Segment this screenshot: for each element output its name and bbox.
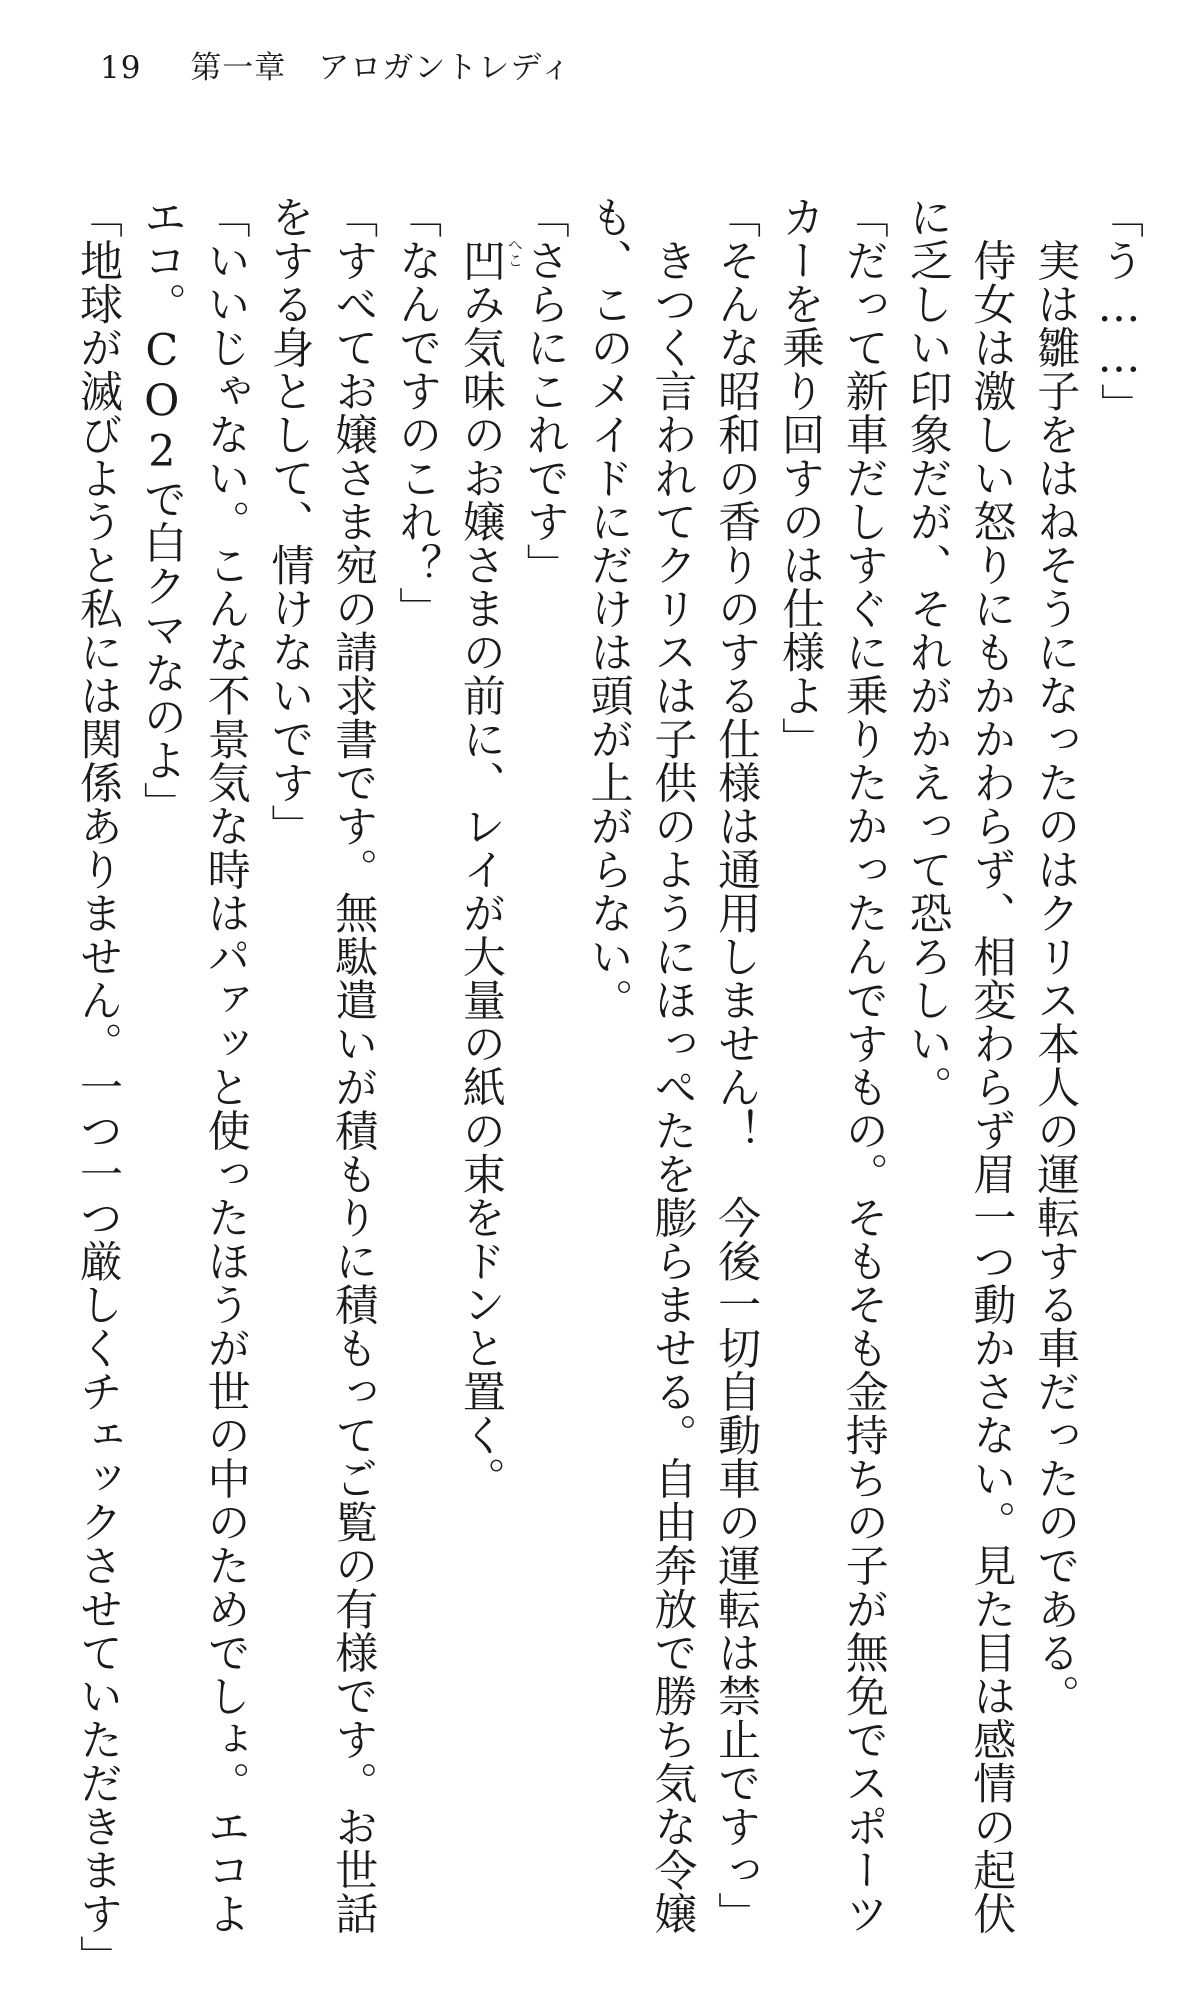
text-line: 「う……」 <box>1094 195 1144 427</box>
text-line: エコ。CO2で白クマなのよ」 <box>136 195 187 825</box>
text-line: 「だって新車だしすぐに乗りたかったんですもの。そもそも金持ちの子が無免でスポーツ <box>838 195 889 1935</box>
text-line: 実は雛子をはねそうになったのはクリス本人の運転する車だったのである。 <box>1030 195 1081 1718</box>
text-line: をする身として、情けないです」 <box>264 195 315 848</box>
text-line: 「さらにこれです」 <box>519 195 570 587</box>
text-line: も、このメイドにだけは頭が上がらない。 <box>583 195 634 1022</box>
furigana-reading: へこ <box>505 237 524 268</box>
running-header <box>100 42 572 87</box>
text-line: 「いいじゃない。こんな不景気な時はパァッと使ったほうが世の中のためでしょ。エコよ <box>200 195 251 1935</box>
text-line: カーを乗り回すのは仕様よ」 <box>774 195 825 761</box>
text-line: 「なんですのこれ？」 <box>392 195 443 630</box>
text-line: 「すべてお嬢さま宛の請求書です。無駄遣いが積もりに積もってご覧の有様です。お世話 <box>328 195 379 1935</box>
text-line: 侍女は激しい怒りにもかかわらず、相変わらず眉一つ動かさない。見た目は感情の起伏 <box>966 195 1017 1935</box>
text-line: 「地球が滅びようと私には関係ありません。一つ一つ厳しくチェックさせていただきます」 <box>73 195 123 1979</box>
text-line: 「そんな昭和の香りのする仕様は通用しません！ 今後一切自動車の運転は禁止ですっ」 <box>711 195 762 1935</box>
text-line: に乏しい印象だが、それがかえって恐ろしい。 <box>902 195 953 1109</box>
page-number: 19 <box>100 50 142 86</box>
chapter-title: 第一章 アロガントレディ <box>190 50 572 86</box>
text-line-content: 凹み気味のお嬢さまの前に、レイが大量の紙の束をドンと置く。 <box>455 195 506 1500</box>
text-line-with-ruby <box>455 195 524 1895</box>
text-line: きつく言われてクリスは子供のようにほっぺたを膨らませる。自由奔放で勝ち気な令嬢 <box>647 195 698 1935</box>
vertical-body-text <box>73 195 1144 1979</box>
